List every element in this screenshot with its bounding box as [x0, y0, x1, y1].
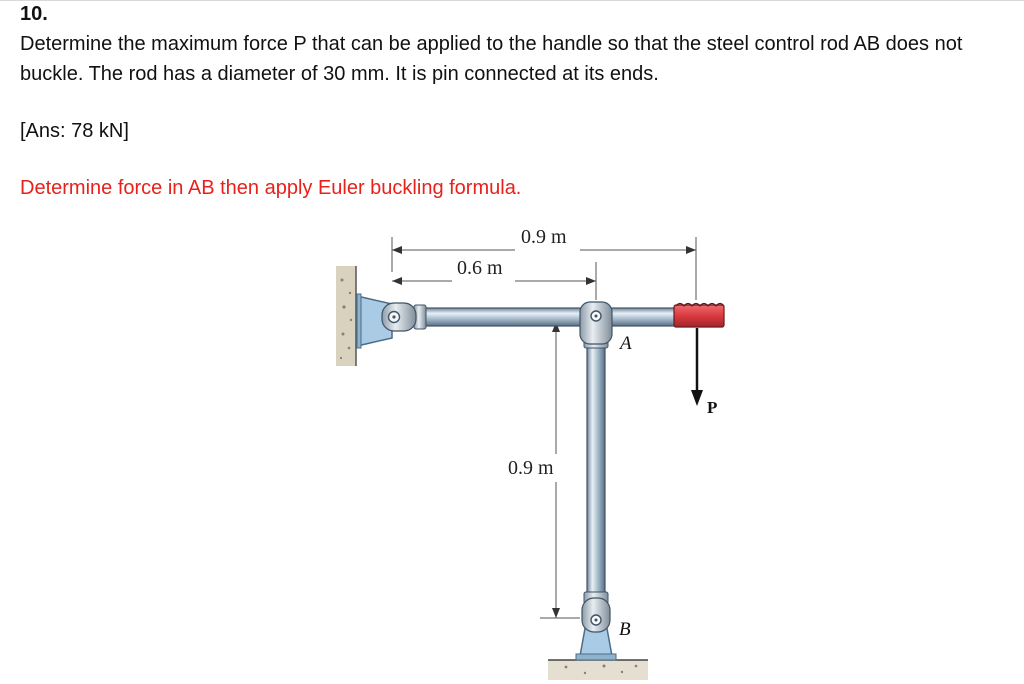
joint-a [580, 302, 612, 344]
dim-label-vertical: 0.9 m [508, 457, 554, 479]
point-b-label: B [619, 619, 631, 640]
control-rod-ab [584, 336, 608, 608]
hint-text: Determine force in AB then apply Euler buckling formula. [20, 177, 522, 199]
support-b [548, 598, 648, 680]
dimension-lines [392, 237, 696, 618]
lever-arm [382, 303, 695, 331]
problem-number: 10. [20, 3, 48, 25]
force-p-label: P [707, 398, 718, 417]
dim-label-0-6: 0.6 m [457, 257, 503, 279]
point-a-label: A [620, 333, 632, 354]
handle-grip [674, 304, 724, 328]
force-p-arrow [691, 328, 703, 406]
dim-label-total: 0.9 m [521, 226, 567, 248]
answer-text: [Ans: 78 kN] [20, 120, 129, 142]
dimension-arrowheads [392, 246, 696, 618]
problem-statement: Determine the maximum force P that can be applied to the handle so that the steel control rod AB does not buckle. The rod has a diameter of 30 mm. It is pin connected at its ends. [20, 33, 963, 85]
